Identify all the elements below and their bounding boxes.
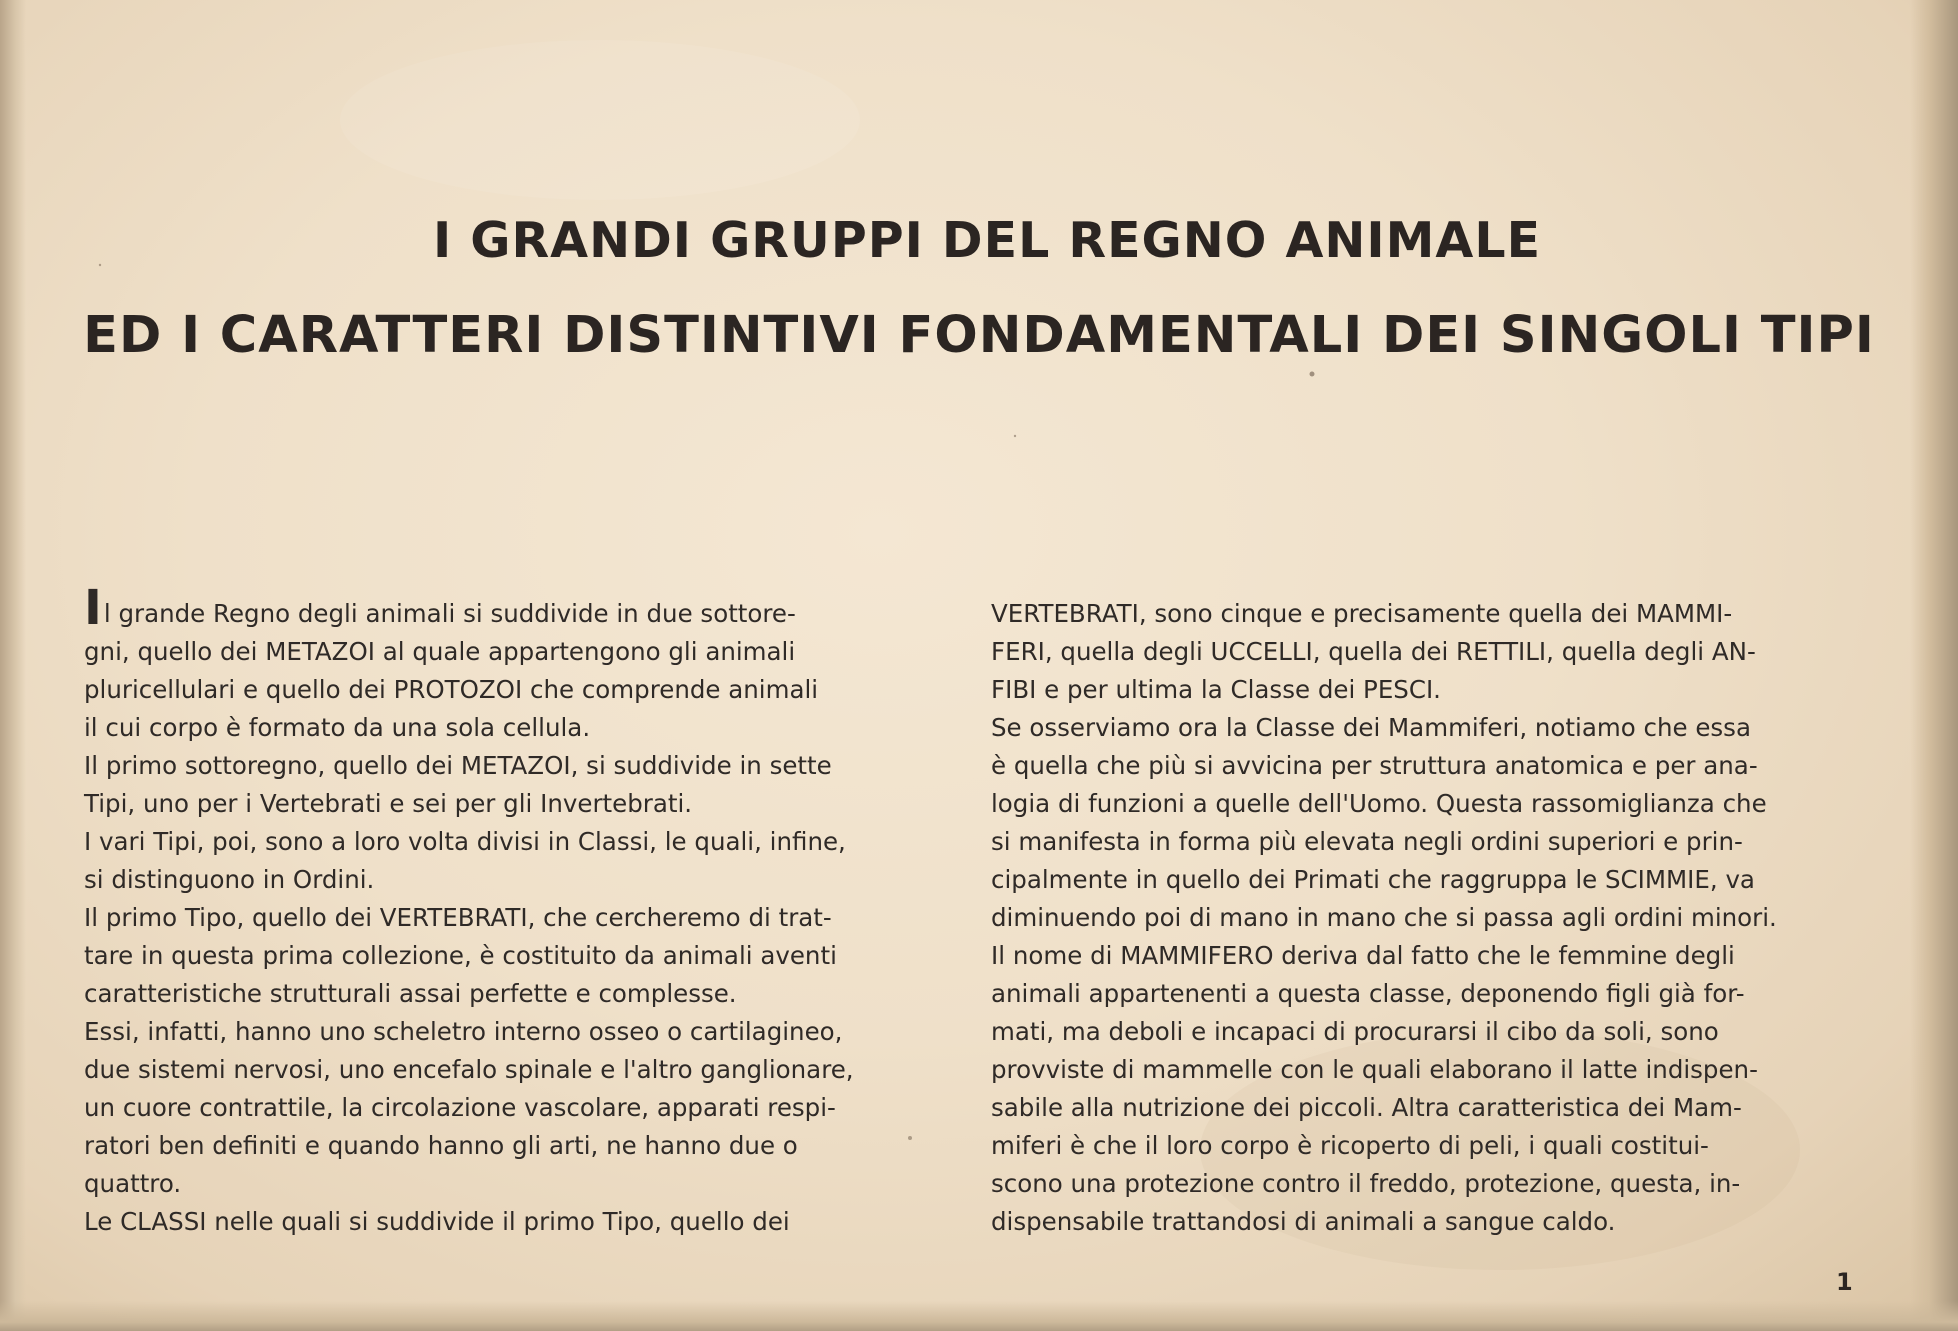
right-text-column bbox=[991, 595, 1841, 1241]
text-line: sabile alla nutrizione dei piccoli. Altra caratteristica dei Mam- bbox=[991, 1093, 1742, 1122]
page-title-line-1: I GRANDI GRUPPI DEL REGNO ANIMALE bbox=[432, 212, 1542, 269]
text-line: quattro. bbox=[84, 1169, 182, 1198]
text-line: cipalmente in quello dei Primati che raggruppa le SCIMMIE, va bbox=[991, 865, 1755, 894]
text-line: diminuendo poi di mano in mano che si passa agli ordini minori. bbox=[991, 903, 1777, 932]
text-line: due sistemi nervosi, uno encefalo spinale e l'altro ganglionare, bbox=[84, 1055, 854, 1084]
text-line: I vari Tipi, poi, sono a loro volta divisi in Classi, le quali, infine, bbox=[84, 827, 846, 856]
text-line: ratori ben definiti e quando hanno gli arti, ne hanno due o bbox=[84, 1131, 798, 1160]
text-line: Le CLASSI nelle quali si suddivide il primo Tipo, quello dei bbox=[84, 1207, 790, 1236]
page-bottom-edge bbox=[0, 1301, 1958, 1331]
text-line: Essi, infatti, hanno uno scheletro interno osseo o cartilagineo, bbox=[84, 1017, 843, 1046]
text-line: FIBI e per ultima la Classe dei PESCI. bbox=[991, 675, 1441, 704]
text-line: si distinguono in Ordini. bbox=[84, 865, 375, 894]
text-line: si manifesta in forma più elevata negli ordini superiori e prin- bbox=[991, 827, 1743, 856]
text-line: logia di funzioni a quelle dell'Uomo. Questa rassomiglianza che bbox=[991, 789, 1767, 818]
left-text-column bbox=[84, 580, 934, 1241]
text-line: dispensabile trattandosi di animali a sangue caldo. bbox=[991, 1207, 1616, 1236]
text-line: miferi è che il loro corpo è ricoperto di peli, i quali costitui- bbox=[991, 1131, 1709, 1160]
text-line: Tipi, uno per i Vertebrati e sei per gli Invertebrati. bbox=[84, 789, 693, 818]
text-line: mati, ma deboli e incapaci di procurarsi il cibo da soli, sono bbox=[991, 1017, 1719, 1046]
text-line: Il nome di MAMMIFERO deriva dal fatto che le femmine degli bbox=[991, 941, 1735, 970]
text-line: scono una protezione contro il freddo, protezione, questa, in- bbox=[991, 1169, 1741, 1198]
text-line: Il primo sottoregno, quello dei METAZOI, si suddivide in sette bbox=[84, 751, 832, 780]
text-line: caratteristiche strutturali assai perfette e complesse. bbox=[84, 979, 737, 1008]
text-line: pluricellulari e quello dei PROTOZOI che comprende animali bbox=[84, 675, 819, 704]
text-line: VERTEBRATI, sono cinque e precisamente quella dei MAMMI- bbox=[991, 599, 1733, 628]
page-right-edge bbox=[1910, 0, 1958, 1331]
text-line: il cui corpo è formato da una sola cellula. bbox=[84, 713, 591, 742]
text-line: Se osserviamo ora la Classe dei Mammiferi, notiamo che essa bbox=[991, 713, 1751, 742]
text-line: Il primo Tipo, quello dei VERTEBRATI, che cercheremo di trat- bbox=[84, 903, 832, 932]
text-line: provviste di mammelle con le quali elaborano il latte indispen- bbox=[991, 1055, 1758, 1084]
text-line: tare in questa prima collezione, è costituito da animali aventi bbox=[84, 941, 837, 970]
text-line: un cuore contrattile, la circolazione vascolare, apparati respi- bbox=[84, 1093, 836, 1122]
text-line: animali appartenenti a questa classe, deponendo figli già for- bbox=[991, 979, 1745, 1008]
text-line bbox=[84, 580, 934, 636]
text-line: FERI, quella degli UCCELLI, quella dei RETTILI, quella degli AN- bbox=[991, 637, 1756, 666]
page-title-line-2: ED I CARATTERI DISTINTIVI FONDAMENTALI DEI SINGOLI TIPI bbox=[83, 306, 1875, 365]
drop-cap: I bbox=[84, 580, 102, 636]
text-line-content: l grande Regno degli animali si suddivide in due sottore- bbox=[103, 599, 796, 628]
text-line: è quella che più si avvicina per struttura anatomica e per ana- bbox=[991, 751, 1758, 780]
page-number: 1 bbox=[1836, 1268, 1853, 1296]
text-line: gni, quello dei METAZOI al quale appartengono gli animali bbox=[84, 637, 796, 666]
page-binding-edge bbox=[0, 0, 26, 1331]
